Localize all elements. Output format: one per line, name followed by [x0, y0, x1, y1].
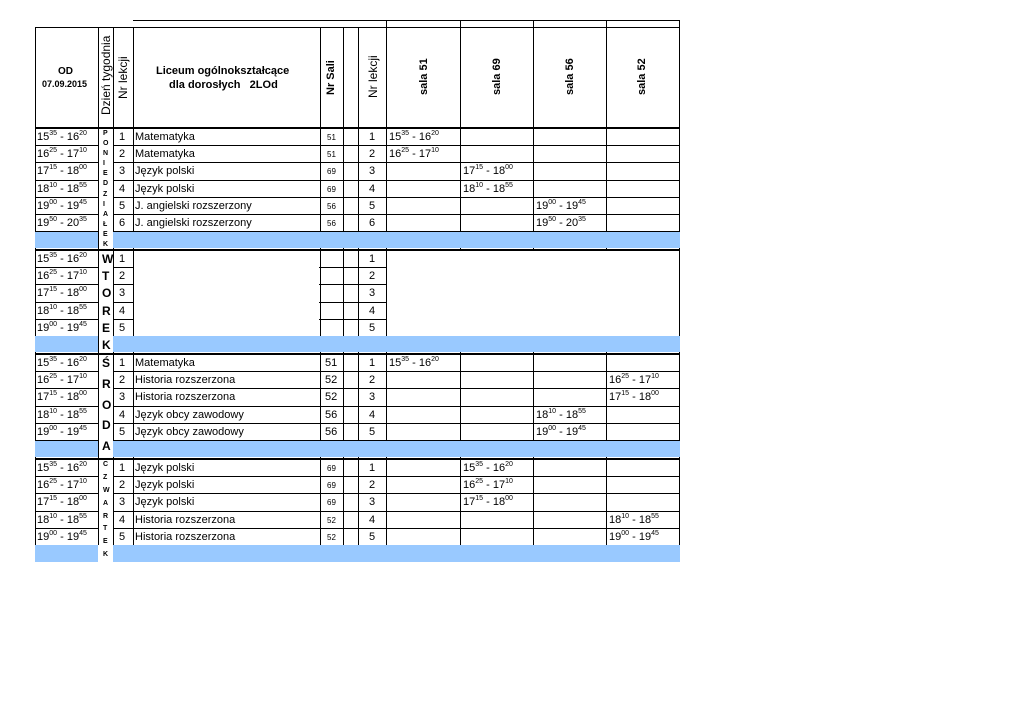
- room-number: 56: [327, 219, 336, 228]
- bottom-blue-bar: [113, 546, 680, 562]
- day-letter: Ś: [102, 356, 111, 370]
- lesson-number-right: 2: [369, 148, 376, 161]
- grid-vline: [98, 27, 99, 545]
- row-line: [113, 511, 680, 512]
- lesson-number-right: 4: [369, 182, 376, 195]
- school-name-line2: dla dorosłych 2LOd: [169, 79, 278, 91]
- lesson-number-right: 5: [369, 530, 376, 543]
- row-line: [35, 145, 98, 146]
- day-letter: R: [102, 376, 111, 391]
- lesson-number: 2: [119, 148, 126, 161]
- lesson-number-right: 3: [369, 391, 376, 404]
- subject-name: Język polski: [135, 496, 195, 509]
- lesson-time: $15^{35} - 16^{20}$: [37, 252, 87, 265]
- day-letter: O: [102, 397, 112, 412]
- header-top-line: [133, 20, 680, 21]
- lesson-time: $16^{25} - 17^{10}$: [37, 373, 87, 387]
- lesson-time: $19^{00} - 19^{45}$: [37, 529, 87, 543]
- day-separator: [35, 127, 680, 129]
- day-letter: O: [103, 140, 109, 148]
- room-slot-time: $18^{10} - 18^{55}$: [463, 181, 513, 195]
- day-separator: [35, 353, 680, 355]
- room-number: 52: [325, 391, 338, 404]
- lesson-time: $19^{00} - 19^{45}$: [37, 320, 87, 334]
- lesson-number: 4: [119, 408, 126, 421]
- room-number: 56: [325, 408, 338, 421]
- room-number: 51: [327, 150, 336, 160]
- lesson-number: 1: [119, 131, 126, 143]
- day-separator: [35, 458, 680, 460]
- row-line: [113, 162, 680, 163]
- lesson-number-right: 1: [369, 357, 376, 369]
- room-slot-time: $16^{25} - 17^{10}$: [463, 478, 513, 492]
- room-header-52: sala 52: [636, 58, 648, 95]
- lesson-number: 3: [119, 287, 126, 300]
- lesson-time: $18^{10} - 18^{55}$: [37, 407, 87, 421]
- grid-vline: [343, 27, 344, 545]
- row-line: [113, 528, 680, 529]
- row-line: [113, 214, 680, 215]
- subject-name: Historia rozszerzona: [135, 513, 236, 526]
- room-number: 52: [327, 532, 336, 542]
- lesson-time: $16^{25} - 17^{10}$: [37, 147, 87, 161]
- row-line: [35, 180, 98, 181]
- grid-vline: [320, 27, 321, 545]
- lesson-number-right: 2: [369, 270, 376, 283]
- row-line: [113, 476, 680, 477]
- row-line: [35, 214, 98, 215]
- row-line: [113, 180, 680, 181]
- blue-separator: [113, 336, 680, 352]
- room-slot-time: $19^{00} - 19^{45}$: [536, 198, 586, 212]
- lesson-time: $19^{00} - 19^{45}$: [37, 424, 87, 438]
- day-letter: T: [102, 269, 110, 284]
- lesson-time: $17^{15} - 18^{00}$: [37, 495, 87, 509]
- row-line: [35, 493, 98, 494]
- lesson-time: $16^{25} - 17^{10}$: [37, 478, 87, 492]
- bottom-blue-bar: [35, 546, 98, 562]
- room-slot-time: $15^{35} - 16^{20}$: [389, 356, 439, 369]
- room-slot-time: $16^{25} - 17^{10}$: [609, 373, 659, 387]
- od-label: OD: [58, 66, 73, 77]
- room-header-69: sala 69: [491, 58, 503, 95]
- blue-separator: [35, 336, 98, 352]
- room-slot-time: $16^{25} - 17^{10}$: [389, 147, 439, 161]
- lesson-number-right: 4: [369, 304, 376, 317]
- room-number: 69: [327, 184, 336, 194]
- day-letter: D: [102, 418, 111, 433]
- subject-name: Matematyka: [135, 148, 195, 161]
- day-letter: I: [103, 200, 105, 208]
- lesson-number-right: 2: [369, 479, 376, 492]
- blue-separator: [113, 232, 680, 248]
- room-slot-time: $15^{35} - 16^{20}$: [389, 130, 439, 143]
- row-line: [113, 423, 680, 424]
- row-line: [113, 197, 680, 198]
- day-letter: Ł: [103, 220, 108, 228]
- lesson-number: 2: [119, 374, 126, 387]
- lesson-number-right: 1: [369, 462, 376, 474]
- lesson-number-right: 4: [369, 513, 376, 526]
- room-slot-time: $17^{15} - 18^{00}$: [609, 390, 659, 404]
- day-letter: K: [103, 240, 109, 248]
- lesson-number: 5: [119, 321, 126, 334]
- subject-name: Język polski: [135, 462, 195, 474]
- day-letter: R: [102, 303, 111, 318]
- lesson-number: 5: [119, 199, 126, 212]
- room-number: 56: [325, 425, 338, 438]
- room-slot-time: $19^{00} - 19^{45}$: [536, 424, 586, 438]
- room-slot-time: $17^{15} - 18^{00}$: [463, 495, 513, 509]
- day-letter: E: [103, 538, 108, 546]
- room-number: 52: [325, 374, 338, 387]
- lesson-number: 4: [119, 513, 126, 526]
- lesson-number-right: 1: [369, 131, 376, 143]
- lesson-number: 1: [119, 357, 126, 369]
- lesson-number-right: 3: [369, 496, 376, 509]
- subject-name: Język obcy zawodowy: [135, 408, 244, 421]
- day-letter: E: [102, 320, 111, 335]
- room-header-56: sala 56: [564, 58, 576, 95]
- lesson-number-right: 2: [369, 374, 376, 387]
- lesson-time: $19^{00} - 19^{45}$: [37, 198, 87, 212]
- lesson-number-right: 3: [369, 165, 376, 178]
- lesson-time: $17^{15} - 18^{00}$: [37, 164, 87, 178]
- lesson-time: $16^{25} - 17^{10}$: [37, 269, 87, 283]
- room-header-51: sala 51: [418, 58, 430, 95]
- subject-name: J. angielski rozszerzony: [135, 217, 252, 229]
- subject-name: Historia rozszerzona: [135, 374, 236, 387]
- row-line: [35, 267, 98, 268]
- lesson-number: 1: [119, 253, 126, 265]
- day-letter: C: [103, 461, 109, 468]
- tuesday-merged-rooms: [387, 251, 679, 336]
- room-slot-time: $15^{35} - 16^{20}$: [463, 461, 513, 474]
- row-line: [113, 388, 680, 389]
- subject-name: Język obcy zawodowy: [135, 425, 244, 438]
- subject-name: Język polski: [135, 479, 195, 492]
- room-number: 51: [327, 133, 336, 142]
- lesson-time: $15^{35} - 16^{20}$: [37, 130, 87, 143]
- lesson-number: 2: [119, 270, 126, 283]
- blue-separator: [35, 441, 98, 457]
- lesson-number: 4: [119, 304, 126, 317]
- lesson-number: 5: [119, 530, 126, 543]
- row-line: [35, 528, 98, 529]
- blue-separator: [113, 441, 680, 457]
- lesson-number-right: 5: [369, 321, 376, 334]
- lesson-column-header: Nr lekcji: [116, 56, 130, 99]
- day-letter: Z: [103, 473, 108, 481]
- subject-name: Język polski: [135, 165, 195, 178]
- lesson-column-header-right: Nr lekcji: [366, 55, 380, 98]
- lesson-number: 6: [119, 217, 126, 229]
- room-slot-time: $17^{15} - 18^{00}$: [463, 164, 513, 178]
- lesson-time: $18^{10} - 18^{55}$: [37, 303, 87, 317]
- lesson-time: $17^{15} - 18^{00}$: [37, 286, 87, 300]
- grid-vline: [35, 27, 36, 545]
- room-number: 56: [327, 201, 336, 211]
- day-letter: O: [102, 286, 112, 301]
- grid-vline: [113, 27, 114, 545]
- lesson-time: $17^{15} - 18^{00}$: [37, 390, 87, 404]
- day-letter: Z: [103, 190, 108, 198]
- room-number: 52: [327, 515, 336, 525]
- lesson-number: 2: [119, 479, 126, 492]
- row-line: [113, 406, 680, 407]
- day-letter: E: [103, 170, 108, 178]
- room-slot-time: $18^{10} - 18^{55}$: [609, 512, 659, 526]
- room-column-header: Nr Sali: [325, 60, 337, 95]
- room-slot-time: $19^{50} - 20^{35}$: [536, 216, 586, 229]
- blue-separator: [35, 232, 98, 248]
- subject-name: Historia rozszerzona: [135, 530, 236, 543]
- row-line: [35, 302, 98, 303]
- day-letter: D: [103, 180, 109, 188]
- lesson-time: $18^{10} - 18^{55}$: [37, 181, 87, 195]
- day-letter: K: [103, 551, 109, 559]
- subject-name: Matematyka: [135, 131, 195, 143]
- room-number: 51: [325, 357, 338, 369]
- room-number: 69: [327, 498, 336, 508]
- day-letter: W: [103, 486, 110, 494]
- lesson-number-right: 5: [369, 425, 376, 438]
- subject-name: Język polski: [135, 182, 195, 195]
- lesson-number: 3: [119, 165, 126, 178]
- row-line: [35, 406, 98, 407]
- lesson-time: $19^{50} - 20^{35}$: [37, 216, 87, 229]
- lesson-number-right: 4: [369, 408, 376, 421]
- day-letter: A: [103, 499, 109, 507]
- subject-name: J. angielski rozszerzony: [135, 199, 252, 212]
- room-slot-time: $19^{00} - 19^{45}$: [609, 529, 659, 543]
- grid-vline-room: [679, 27, 680, 545]
- row-line: [35, 511, 98, 512]
- room-number: 69: [327, 167, 336, 177]
- grid-vline: [358, 27, 359, 545]
- room-slot-time: $18^{10} - 18^{55}$: [536, 407, 586, 421]
- day-letter: A: [103, 210, 109, 218]
- subject-name: Matematyka: [135, 357, 195, 369]
- row-line: [35, 162, 98, 163]
- school-name-line1: Liceum ogólnokształcące: [156, 65, 290, 77]
- row-line: [35, 284, 98, 285]
- lesson-number: 3: [119, 496, 126, 509]
- lesson-number-right: 3: [369, 287, 376, 300]
- lesson-time: $15^{35} - 16^{20}$: [37, 461, 87, 474]
- day-letter: A: [102, 439, 111, 454]
- lesson-number: 5: [119, 425, 126, 438]
- day-letter: P: [103, 130, 108, 137]
- day-letter: K: [102, 337, 111, 352]
- lesson-number: 4: [119, 182, 126, 195]
- row-line: [35, 476, 98, 477]
- room-number: 69: [327, 464, 336, 473]
- row-line: [35, 371, 98, 372]
- subject-name: Historia rozszerzona: [135, 391, 236, 404]
- lesson-number: 1: [119, 462, 126, 474]
- row-line: [35, 388, 98, 389]
- od-date: 07.09.2015: [42, 79, 88, 89]
- lesson-number: 3: [119, 391, 126, 404]
- lesson-number-right: 6: [369, 217, 376, 229]
- row-line: [113, 371, 680, 372]
- day-letter: I: [103, 160, 105, 168]
- row-line: [35, 423, 98, 424]
- lesson-number-right: 1: [369, 253, 376, 265]
- room-number: 69: [327, 481, 336, 491]
- day-column-header: Dzień tygodnia: [99, 35, 113, 115]
- row-line: [113, 493, 680, 494]
- day-letter: R: [103, 512, 109, 520]
- row-line: [35, 197, 98, 198]
- lesson-time: $15^{35} - 16^{20}$: [37, 356, 87, 369]
- row-line: [113, 145, 680, 146]
- lesson-time: $18^{10} - 18^{55}$: [37, 512, 87, 526]
- day-letter: N: [103, 150, 109, 158]
- tuesday-merged-subject: [134, 251, 319, 336]
- row-line: [35, 319, 98, 320]
- day-letter: E: [103, 230, 108, 238]
- day-letter: W: [102, 252, 114, 266]
- day-letter: T: [103, 525, 108, 533]
- lesson-number-right: 5: [369, 199, 376, 212]
